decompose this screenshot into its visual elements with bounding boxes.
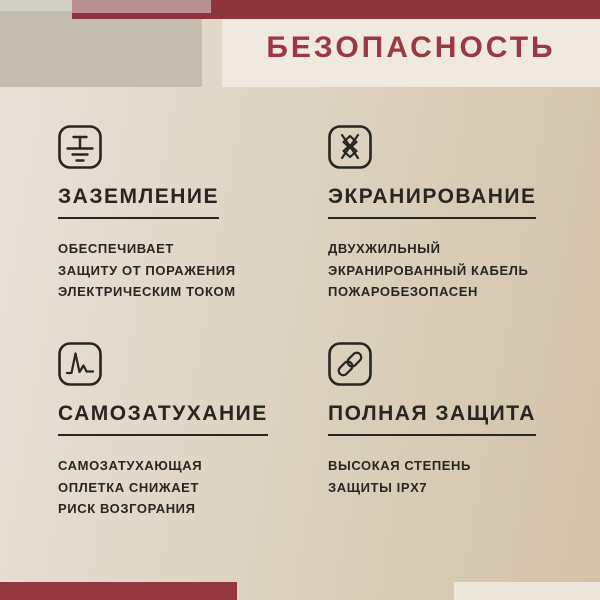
text-line: ВЫСОКАЯ СТЕПЕНЬ: [328, 458, 471, 473]
waveform-icon: [58, 342, 102, 386]
ground-icon: [58, 125, 102, 169]
section-description: [328, 455, 573, 498]
section-heading: ПОЛНАЯ ЗАЩИТА: [328, 403, 536, 436]
section-description: [58, 238, 303, 303]
title-banner: [222, 19, 600, 87]
text-line: ЭЛЕКТРИЧЕСКИМ ТОКОМ: [58, 284, 236, 299]
text-line: ДВУХЖИЛЬНЫЙ: [328, 241, 441, 256]
text-line: ПОЖАРОБЕЗОПАСЕН: [328, 284, 478, 299]
decor-footer-cream-block: [454, 582, 600, 600]
decor-footer-red-block: [0, 582, 237, 600]
page-title: БЕЗОПАСНОСТЬ: [266, 31, 556, 64]
section-shielding: [328, 125, 573, 303]
chain-link-icon: [328, 342, 372, 386]
decor-strip-light: [0, 0, 72, 11]
text-line: ЭКРАНИРОВАННЫЙ КАБЕЛЬ: [328, 262, 529, 278]
text-line: САМОЗАТУХАЮЩАЯ: [58, 458, 203, 473]
decor-block-pink: [72, 0, 211, 13]
section-description: [328, 238, 573, 303]
text-line: ОБЕСПЕЧИВАЕТ: [58, 241, 174, 256]
section-full-protection: [328, 342, 573, 498]
text-line: ЗАЩИТЫ IPX7: [328, 479, 428, 495]
text-line: ОПЛЕТКА СНИЖАЕТ: [58, 479, 199, 495]
section-self-extinguishing: [58, 342, 303, 520]
text-line: РИСК ВОЗГОРАНИЯ: [58, 501, 196, 516]
section-grounding: [58, 125, 303, 303]
section-heading: ЭКРАНИРОВАНИЕ: [328, 186, 536, 219]
decor-block-gray: [0, 11, 202, 87]
section-description: [58, 455, 303, 520]
mesh-icon: [328, 125, 372, 169]
section-heading: САМОЗАТУХАНИЕ: [58, 403, 268, 436]
section-heading: ЗАЗЕМЛЕНИЕ: [58, 186, 219, 219]
text-line: ЗАЩИТУ ОТ ПОРАЖЕНИЯ: [58, 262, 236, 278]
